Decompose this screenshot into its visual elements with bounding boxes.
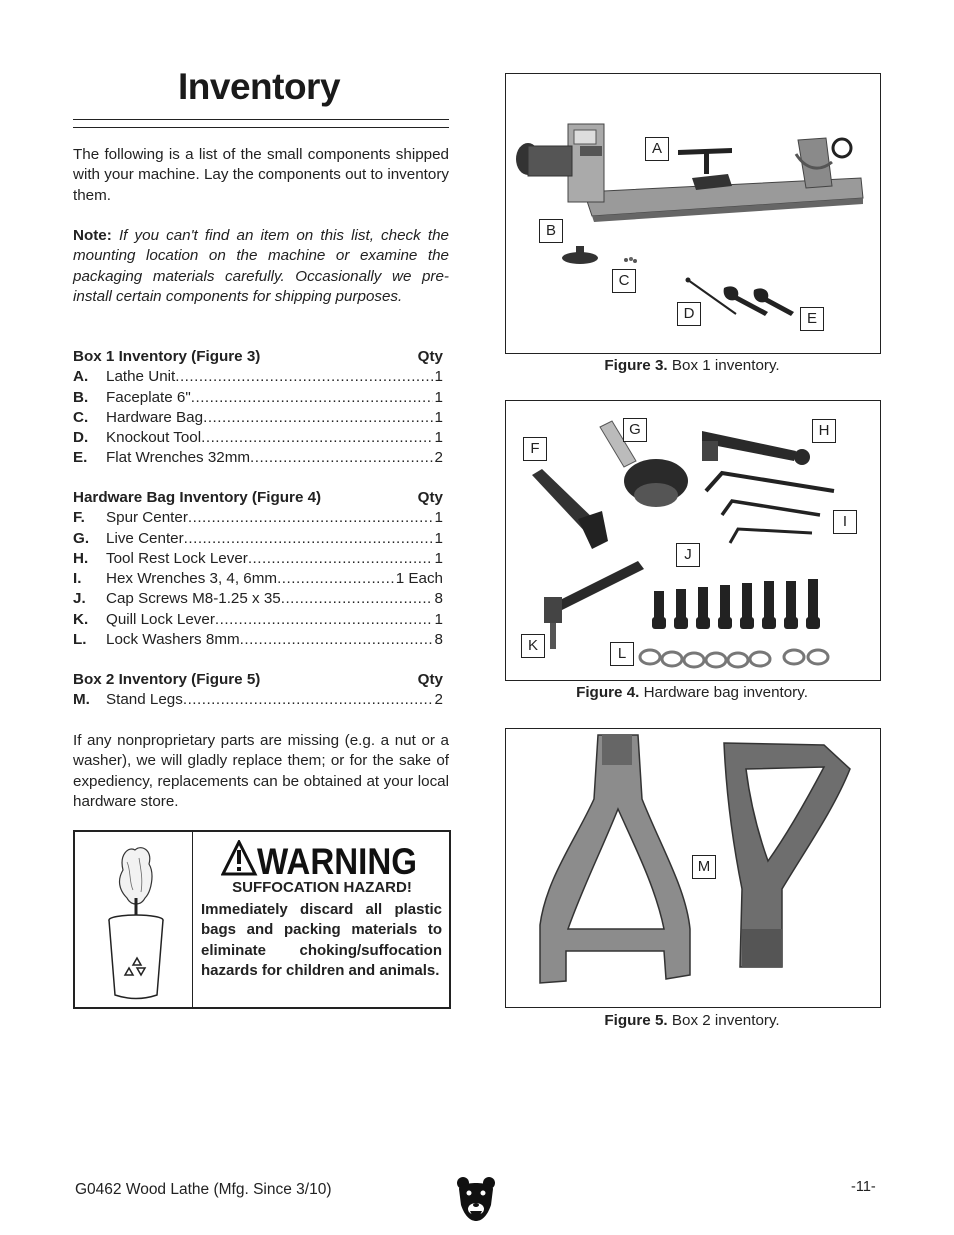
hardware-bag-inventory-list	[73, 488, 443, 650]
callout-I: I	[833, 510, 857, 534]
item-name: Lock Washers 8mm	[106, 631, 240, 649]
leader-dots	[175, 367, 432, 387]
note-text: If you can't find an item on this list, check the mounting location on the machine or examine the packaging materials carefully. Occasionally we pre-install certain components for shipping purposes.	[73, 227, 449, 305]
item-qty: 8	[434, 631, 443, 649]
item-qty: 1	[434, 368, 443, 386]
item-name: Hardware Bag	[106, 408, 204, 426]
inventory-row	[73, 569, 443, 589]
leader-dots	[248, 549, 433, 569]
item-qty: 1	[434, 388, 443, 406]
box2-heading-row	[73, 670, 443, 690]
figure-label: Figure 5.	[604, 1012, 668, 1029]
box2-inventory-list	[73, 670, 443, 711]
inventory-row	[73, 408, 443, 428]
callout-H: H	[812, 419, 836, 443]
leader-dots	[191, 388, 433, 408]
box1-qty-label: Qty	[417, 348, 443, 365]
inventory-row	[73, 549, 443, 569]
item-letter: L.	[73, 631, 87, 649]
leader-dots	[281, 589, 433, 609]
item-letter: I.	[73, 570, 82, 588]
box2-qty-label: Qty	[417, 671, 443, 688]
leader-dots	[250, 448, 433, 468]
leader-dots	[201, 428, 432, 448]
callout-M: M	[692, 855, 716, 879]
item-qty: 2	[434, 449, 443, 467]
item-qty: 1	[434, 429, 443, 447]
box1-inventory-list	[73, 347, 443, 469]
figure-3-caption	[505, 357, 879, 374]
cap-screws-illustration	[652, 577, 832, 637]
leader-dots	[277, 569, 394, 589]
item-name: Stand Legs	[106, 691, 183, 709]
intro-paragraph: The following is a list of the small components shipped with your machine. Lay the components out to inventory them.	[73, 146, 449, 204]
inventory-row	[73, 630, 443, 650]
callout-K: K	[521, 634, 545, 658]
callout-J: J	[676, 543, 700, 567]
item-name: Lathe Unit	[106, 368, 176, 386]
footer-model: G0462 Wood Lathe (Mfg. Since 3/10)	[75, 1181, 332, 1198]
item-qty: 1	[434, 610, 443, 628]
title-rule-bottom	[73, 127, 449, 128]
warning-box	[73, 830, 451, 1009]
figure-label: Figure 4.	[576, 684, 640, 701]
item-name: Flat Wrenches 32mm	[106, 449, 251, 467]
item-qty: 1	[434, 509, 443, 527]
callout-C: C	[612, 269, 636, 293]
note-label: Note:	[73, 227, 112, 244]
grizzly-bear-logo	[455, 1175, 497, 1223]
leader-dots	[203, 408, 432, 428]
leader-dots	[215, 610, 433, 630]
callout-B: B	[539, 219, 563, 243]
item-name: Knockout Tool	[106, 429, 202, 447]
warning-header	[221, 840, 451, 878]
item-letter: F.	[73, 509, 85, 527]
item-name: Spur Center	[106, 509, 188, 527]
figure-caption-text: Hardware bag inventory.	[643, 684, 808, 701]
item-qty: 1	[434, 529, 443, 547]
item-letter: B.	[73, 388, 89, 406]
item-letter: C.	[73, 408, 89, 426]
trash-bin-icon	[101, 840, 171, 1000]
item-qty: 1	[434, 549, 443, 567]
replacement-parts-paragraph: If any nonproprietary parts are missing (e.g. a nut or a washer), we will gladly replace them; or for the sake of expediency, replacements can be obtained at your local hardware store.	[73, 732, 449, 810]
figure-caption-text: Box 2 inventory.	[671, 1012, 780, 1029]
box2-heading: Box 2 Inventory (Figure 5)	[73, 671, 261, 688]
item-letter: G.	[73, 529, 90, 547]
inventory-row	[73, 448, 443, 468]
hardware-heading: Hardware Bag Inventory (Figure 4)	[73, 489, 322, 506]
leader-dots	[183, 690, 433, 710]
inventory-row	[73, 610, 443, 630]
leader-dots	[184, 529, 433, 549]
item-letter: D.	[73, 429, 89, 447]
item-letter: M.	[73, 691, 90, 709]
inventory-row	[73, 428, 443, 448]
hardware-qty-label: Qty	[417, 489, 443, 506]
callout-D: D	[677, 302, 701, 326]
hardware-heading-row	[73, 488, 443, 508]
item-name: Faceplate 6"	[106, 388, 191, 406]
item-qty: 8	[434, 590, 443, 608]
warning-text: Immediately discard all plastic bags and packing materials to eliminate choking/suffocation hazards for children and animals.	[201, 901, 442, 979]
inventory-row	[73, 690, 443, 710]
warning-word: WARNING	[257, 841, 417, 878]
inventory-row	[73, 367, 443, 387]
item-name: Live Center	[106, 529, 184, 547]
item-name: Hex Wrenches 3, 4, 6mm	[106, 570, 278, 588]
item-qty: 1	[434, 408, 443, 426]
item-name: Cap Screws M8-1.25 x 35	[106, 590, 281, 608]
item-name: Tool Rest Lock Lever	[106, 549, 248, 567]
item-letter: K.	[73, 610, 89, 628]
cap-screws-group	[652, 577, 832, 637]
inventory-row	[73, 508, 443, 528]
warning-hazard-title: SUFFOCATION HAZARD!	[232, 879, 412, 896]
page-number: -11-	[851, 1179, 876, 1195]
item-qty: 1 Each	[395, 570, 443, 588]
box1-heading: Box 1 Inventory (Figure 3)	[73, 348, 261, 365]
callout-L: L	[610, 642, 634, 666]
item-letter: H.	[73, 549, 89, 567]
inventory-row	[73, 529, 443, 549]
figure-caption-text: Box 1 inventory.	[671, 357, 780, 374]
title-rule-top	[73, 119, 449, 120]
note-paragraph	[73, 226, 449, 307]
inventory-row	[73, 388, 443, 408]
item-letter: A.	[73, 368, 89, 386]
item-letter: J.	[73, 590, 86, 608]
callout-A: A	[645, 137, 669, 161]
callout-G: G	[623, 418, 647, 442]
box1-heading-row	[73, 347, 443, 367]
figure-5-caption	[505, 1012, 879, 1029]
item-qty: 2	[434, 691, 443, 709]
page-title: Inventory	[178, 66, 341, 107]
item-name: Quill Lock Lever	[106, 610, 215, 628]
figure-4-caption	[505, 684, 879, 701]
leader-dots	[188, 508, 433, 528]
callout-F: F	[523, 437, 547, 461]
callout-E: E	[800, 307, 824, 331]
figure-label: Figure 3.	[604, 357, 668, 374]
item-letter: E.	[73, 449, 88, 467]
leader-dots	[240, 630, 433, 650]
warning-divider	[192, 832, 193, 1007]
inventory-row	[73, 589, 443, 609]
